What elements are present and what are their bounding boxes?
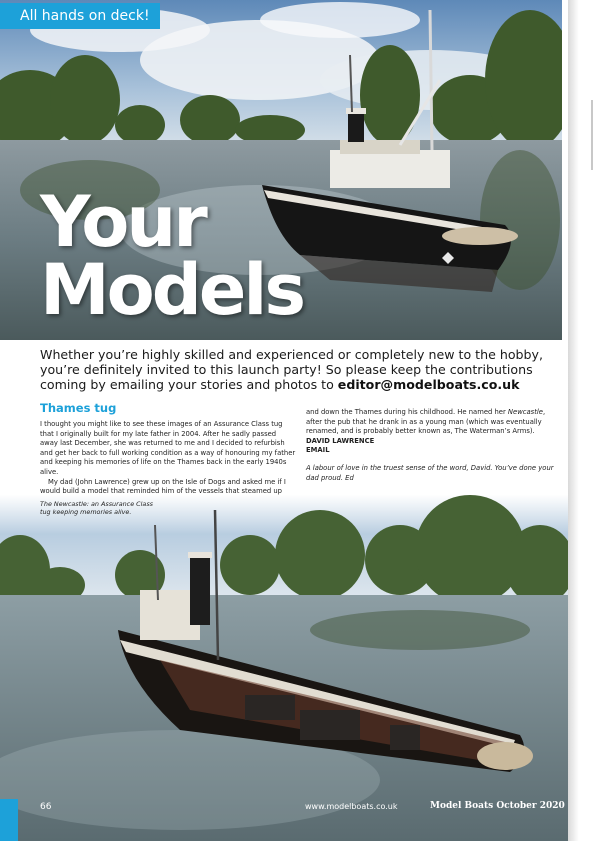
article-column-1 — [40, 420, 296, 497]
tug-photo-2 — [0, 477, 568, 841]
article-paragraph-3a: and down the Thames during his childhood. He named her — [306, 408, 508, 416]
article-paragraph-3 — [306, 408, 562, 437]
article-column-2 — [306, 408, 562, 483]
page-number: 66 — [40, 802, 52, 812]
article-paragraph-2: My dad (John Lawrence) grew up on the Isle of Dogs and asked me if I would build a model that reminded him of the vessels that steamed up — [40, 477, 286, 496]
footer-url[interactable]: www.modelboats.co.uk — [305, 802, 398, 811]
folio-accent-bar — [0, 799, 18, 841]
article-paragraph-3b: , after the pub that he drank in as a young man (which was eventually renamed, and is probably better known as, The Waterman’s Arms). — [306, 408, 546, 436]
intro-text: Whether you’re highly skilled and experienced or completely new to the hobby, you’re definitely invited to this launch party! So please keep the contributions coming by emailing your stories and photos to — [40, 347, 543, 392]
photo-caption: The Newcastle: an Assurance Class tug keeping memories alive. — [40, 500, 153, 516]
page-title — [40, 181, 303, 331]
author-name: DAVID LAWRENCE — [306, 436, 375, 445]
author-via: EMAIL — [306, 446, 330, 455]
editor-email-link[interactable]: editor@modelboats.co.uk — [337, 377, 520, 392]
title-line-2: Models — [40, 249, 303, 331]
footer-magazine-issue: Model Boats October 2020 — [430, 801, 565, 811]
article-paragraph-1: I thought you might like to see these images of an Assurance Class tug that I originally built for my late father in 2004. After he sadly passed away last December, she was returned to me and I decided to refurbish and get her back to full working condition as a way of honouring my father and keeping his memories of life on the Thames back in the early 1940s alive. — [40, 420, 296, 476]
title-line-1: Your — [40, 181, 205, 263]
editor-note: A labour of love in the truest sense of the word, David. You’ve done your dad proud. Ed — [306, 463, 554, 482]
page-edge-mark — [591, 100, 593, 170]
boat-name: Newcastle — [507, 408, 543, 416]
hero-photo — [0, 0, 562, 340]
section-tag: All hands on deck! — [0, 3, 160, 29]
intro-standfirst — [40, 347, 562, 392]
article-subhead: Thames tug — [40, 401, 117, 415]
